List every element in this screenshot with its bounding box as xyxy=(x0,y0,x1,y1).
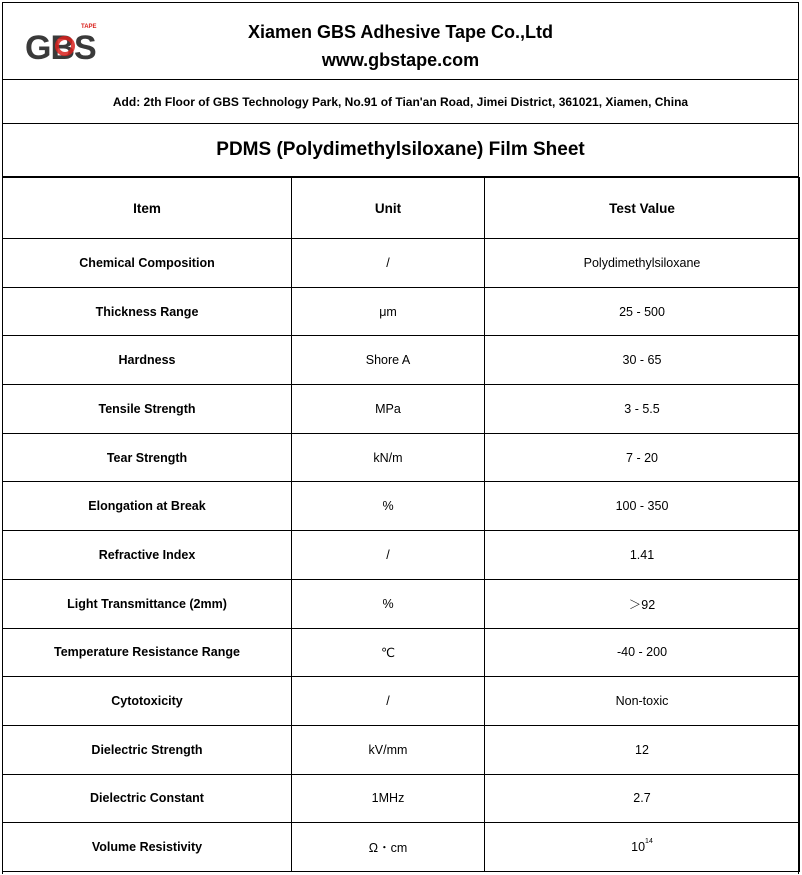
company-name: Xiamen GBS Adhesive Tape Co.,Ltd xyxy=(247,22,554,42)
table-header-row xyxy=(3,178,800,239)
cell-item: Cytotoxicity xyxy=(3,677,292,726)
document-title: PDMS (Polydimethylsiloxane) Film Sheet xyxy=(3,124,798,177)
cell-unit: % xyxy=(292,579,485,628)
table-row xyxy=(3,482,800,531)
cell-item: Thickness Range xyxy=(3,287,292,336)
cell-value: 12 xyxy=(485,725,800,774)
table-row xyxy=(3,725,800,774)
cell-item: Hardness xyxy=(3,336,292,385)
company-block xyxy=(3,18,798,74)
cell-value: 25 - 500 xyxy=(485,287,800,336)
company-website[interactable]: www.gbstape.com xyxy=(321,50,480,70)
svg-text:TAPE: TAPE xyxy=(81,24,97,30)
header-item: Item xyxy=(3,178,292,239)
svg-text:GBS: GBS xyxy=(25,29,96,63)
cell-item: Volume Resistivity xyxy=(3,823,292,872)
table-row xyxy=(3,774,800,823)
cell-unit: / xyxy=(292,677,485,726)
cell-item: Light Transmittance (2mm) xyxy=(3,579,292,628)
table-row xyxy=(3,336,800,385)
cell-item: Refractive Index xyxy=(3,531,292,580)
table-row xyxy=(3,677,800,726)
cell-unit: % xyxy=(292,482,485,531)
cell-unit: 1MHz xyxy=(292,774,485,823)
cell-value: 100 - 350 xyxy=(485,482,800,531)
table-row xyxy=(3,385,800,434)
cell-item: Tear Strength xyxy=(3,433,292,482)
cell-item: Elongation at Break xyxy=(3,482,292,531)
cell-item: Tensile Strength xyxy=(3,385,292,434)
header-unit: Unit xyxy=(292,178,485,239)
cell-unit: kV/mm xyxy=(292,725,485,774)
cell-unit: Ω・cm xyxy=(292,823,485,872)
value-base: 10 xyxy=(631,840,646,855)
cell-value: 30 - 65 xyxy=(485,336,800,385)
cell-value: ＞92 xyxy=(485,579,800,628)
table-row xyxy=(3,823,800,872)
cell-item: Temperature Resistance Range xyxy=(3,628,292,677)
table-row xyxy=(3,531,800,580)
cell-value: 7 - 20 xyxy=(485,433,800,482)
value-exponent: 14 xyxy=(645,838,653,846)
cell-unit: MPa xyxy=(292,385,485,434)
cell-value xyxy=(485,823,800,872)
cell-item: Chemical Composition xyxy=(3,239,292,288)
table-row xyxy=(3,579,800,628)
table-row xyxy=(3,628,800,677)
cell-value: 3 - 5.5 xyxy=(485,385,800,434)
company-address: Add: 2th Floor of GBS Technology Park, No.91 of Tian'an Road, Jimei District, 361021, Xiamen, China xyxy=(3,80,798,124)
header-test-value: Test Value xyxy=(485,178,800,239)
table-row xyxy=(3,287,800,336)
cell-item: Dielectric Strength xyxy=(3,725,292,774)
cell-value: 1.41 xyxy=(485,531,800,580)
datasheet xyxy=(2,2,799,874)
spec-table xyxy=(2,177,800,872)
cell-unit: / xyxy=(292,531,485,580)
cell-unit: kN/m xyxy=(292,433,485,482)
table-row xyxy=(3,239,800,288)
cell-unit: ℃ xyxy=(292,628,485,677)
cell-unit: / xyxy=(292,239,485,288)
header xyxy=(3,3,798,80)
cell-unit: μm xyxy=(292,287,485,336)
cell-value: 2.7 xyxy=(485,774,800,823)
table-row xyxy=(3,433,800,482)
cell-unit: Shore A xyxy=(292,336,485,385)
cell-item: Dielectric Constant xyxy=(3,774,292,823)
cell-value: Polydimethylsiloxane xyxy=(485,239,800,288)
cell-value: -40 - 200 xyxy=(485,628,800,677)
cell-value: Non-toxic xyxy=(485,677,800,726)
